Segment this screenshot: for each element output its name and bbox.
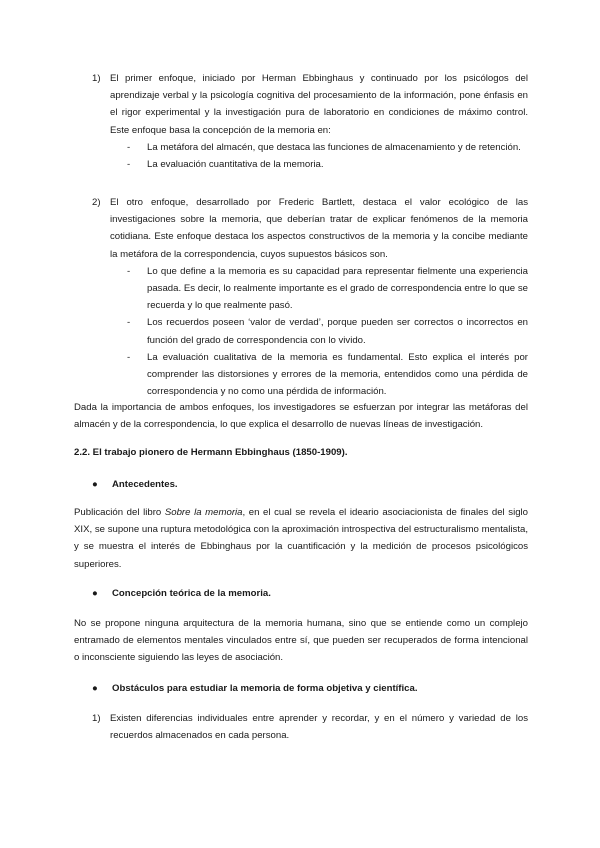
item-text: El otro enfoque, desarrollado por Frederic Bartlett, destaca el valor ecológico de las investigaciones sobre la memoria, que deberían tratar de explicar fenómenos de la memoria cotidiana. Este enfoque destaca los aspectos constructivos de la memoria y la concibe mediante la metáfora de la correspondencia, cuyos supuestos básicos son. xyxy=(110,197,528,260)
book-title: Sobre la memoria xyxy=(164,507,243,518)
bullet-heading-concepcion xyxy=(92,585,271,602)
sub-item-text: Los recuerdos poseen ‘valor de verdad’, porque pueden ser correctos o incorrectos en función del grado de correspondencia con lo vivido. xyxy=(147,317,528,346)
sub-item xyxy=(127,263,528,315)
dash-marker: - xyxy=(127,351,131,363)
bullet-heading-text: Antecedentes. xyxy=(112,479,178,490)
numbered-item-obstaculo-1 xyxy=(92,710,528,744)
sub-item-text: Lo que define a la memoria es su capacidad para representar fielmente una experiencia pasada. Es decir, lo realmente importante es el grado de correspondencia entre lo que se recuerda y lo que realmente pasó. xyxy=(147,265,528,312)
bullet-heading-text: Obstáculos para estudiar la memoria de forma objetiva y científica. xyxy=(112,683,418,694)
dash-marker: - xyxy=(127,141,131,153)
bullet-dot: ● xyxy=(92,479,98,490)
numbered-item-1 xyxy=(92,70,528,173)
item-number: 1) xyxy=(92,73,101,84)
dash-marker: - xyxy=(127,265,131,277)
bullet-heading-obstaculos xyxy=(92,680,418,697)
sub-item xyxy=(127,349,528,401)
sub-item-text: La metáfora del almacén, que destaca las funciones de almacenamiento y de retención. xyxy=(147,141,521,153)
bullet-heading-antecedentes xyxy=(92,476,178,493)
dash-marker: - xyxy=(127,317,131,329)
item-text: El primer enfoque, iniciado por Herman Ebbinghaus y continuado por los psicólogos del aprendizaje verbal y la psicología cognitiva del procesamiento de la información, pone énfasis en el rigor experimental y la investigación pura de laboratorio en condiciones de máximo control. Este enfoque basa la concepción de la memoria en: xyxy=(110,73,528,136)
paragraph-importance: Dada la importancia de ambos enfoques, los investigadores se esfuerzan por integrar las metáforas del almacén y de la correspondencia, lo que explica el desarrollo de nuevas líneas de investigación. xyxy=(74,402,528,431)
sub-item xyxy=(127,139,528,156)
sub-item-text: La evaluación cualitativa de la memoria es fundamental. Esto explica el interés por comprender las distorsiones y errores de la memoria, entendidos como una pérdida de correspondencia y no como una pérdida de información. xyxy=(147,351,528,398)
bullet-heading-text: Concepción teórica de la memoria. xyxy=(112,588,271,599)
bullet-dot: ● xyxy=(92,588,98,599)
bullet-dot: ● xyxy=(92,683,98,694)
sub-item xyxy=(127,156,528,173)
section-heading: 2.2. El trabajo pionero de Hermann Ebbinghaus (1850-1909). xyxy=(74,447,348,458)
item-number: 1) xyxy=(92,713,101,724)
sub-item-text: La evaluación cuantitativa de la memoria. xyxy=(147,159,324,171)
paragraph-publicacion xyxy=(74,504,528,573)
item-text: Existen diferencias individuales entre aprender y recordar, y en el número y variedad de los recuerdos almacenados en cada persona. xyxy=(110,713,528,742)
paragraph-text: , en el cual se revela el ideario asociacionista de finales del siglo XIX, se supone una ruptura metodológica con la aproximación introspectiva del estructuralismo mentalista, y se muestra el interés de Ebbinghaus por la cuantificación y la medición de procesos psicológicos superiores. xyxy=(74,507,529,570)
paragraph-text: Publicación del libro xyxy=(74,507,165,518)
paragraph-concepcion: No se propone ninguna arquitectura de la memoria humana, sino que se entiende como un complejo entramado de elementos mentales vinculados entre sí, que pueden ser recuperados de forma intencional o inconsciente siguiendo las leyes de asociación. xyxy=(74,618,528,664)
dash-marker: - xyxy=(127,159,131,171)
sub-item xyxy=(127,314,528,348)
item-number: 2) xyxy=(92,197,101,208)
numbered-item-2 xyxy=(92,194,528,400)
